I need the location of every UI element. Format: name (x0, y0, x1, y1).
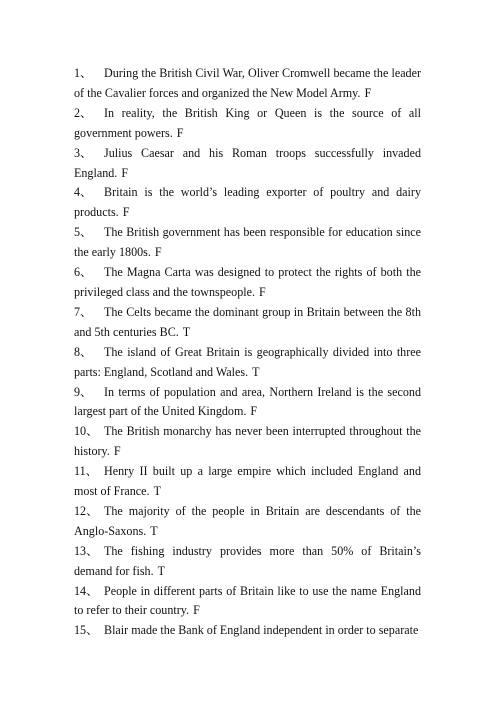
answer-mark: F (121, 165, 129, 180)
answer-mark: T (252, 364, 260, 379)
question-item-8 (74, 343, 421, 383)
answer-mark: T (153, 484, 161, 499)
question-number: 15、 (74, 623, 99, 638)
question-text: The Magna Carta was designed to protect the rights of both the privileged class and the townspeople. (74, 265, 421, 299)
question-item-10 (74, 422, 421, 462)
question-item-2 (74, 104, 421, 144)
question-text: The majority of the people in Britain are descendants of the Anglo-Saxons. (74, 503, 421, 538)
question-text: The island of Great Britain is geographically divided into three parts: England, Scotland and Wales. (74, 344, 421, 379)
question-text: The British government has been responsible for education since the early 1800s. (74, 225, 421, 260)
question-item-6 (74, 263, 421, 303)
question-number: 4、 (74, 185, 93, 200)
answer-mark: F (176, 125, 184, 140)
question-number: 8、 (74, 344, 93, 359)
question-list (74, 64, 421, 641)
question-item-4 (74, 183, 421, 223)
question-number: 12、 (74, 503, 99, 518)
answer-mark: T (150, 523, 158, 538)
question-item-13 (74, 542, 421, 582)
answer-mark: F (154, 245, 162, 260)
question-number: 3、 (74, 145, 93, 160)
question-item-15 (74, 621, 421, 641)
question-text: In reality, the British King or Queen is the source of all government powers. (74, 105, 421, 140)
answer-mark: F (259, 284, 266, 299)
question-number: 10、 (74, 424, 99, 439)
question-number: 2、 (74, 105, 93, 120)
question-text: In terms of population and area, Northern Ireland is the second largest part of the United Kingdom. (74, 384, 421, 419)
answer-mark: F (193, 603, 200, 618)
question-item-1 (74, 64, 421, 104)
question-number: 7、 (74, 304, 93, 319)
answer-mark: F (122, 205, 130, 220)
question-text: The fishing industry provides more than 50% of Britain’s demand for fish. (74, 543, 421, 578)
answer-mark: F (250, 404, 258, 419)
answer-mark: T (157, 563, 165, 578)
question-number: 5、 (74, 225, 93, 240)
question-item-9 (74, 383, 421, 423)
question-text: People in different parts of Britain like to use the name England to refer to their country. (74, 583, 421, 618)
answer-mark: F (113, 444, 121, 459)
question-text: Blair made the Bank of England independent in order to separate (104, 623, 419, 638)
question-item-14 (74, 582, 421, 622)
question-number: 6、 (74, 265, 93, 280)
question-item-12 (74, 502, 421, 542)
question-text: During the British Civil War, Oliver Cromwell became the leader of the Cavalier forces and organized the New Model Army. (74, 66, 421, 100)
question-number: 14、 (74, 583, 99, 598)
question-item-11 (74, 462, 421, 502)
answer-mark: T (182, 324, 191, 339)
question-text: Julius Caesar and his Roman troops successfully invaded England. (74, 145, 421, 180)
question-item-3 (74, 144, 421, 184)
question-text: The British monarchy has never been interrupted throughout the history. (74, 424, 421, 459)
question-text: Britain is the world’s leading exporter of poultry and dairy products. (74, 185, 421, 220)
answer-mark: F (364, 85, 372, 100)
question-number: 1、 (74, 66, 93, 80)
question-text: Henry II built up a large empire which included England and most of France. (74, 464, 421, 499)
question-text: The Celts became the dominant group in Britain between the 8th and 5th centuries BC. (74, 304, 421, 339)
question-number: 13、 (74, 543, 99, 558)
question-item-5 (74, 223, 421, 263)
question-number: 11、 (74, 464, 98, 479)
question-number: 9、 (74, 384, 93, 399)
question-item-7 (74, 303, 421, 343)
